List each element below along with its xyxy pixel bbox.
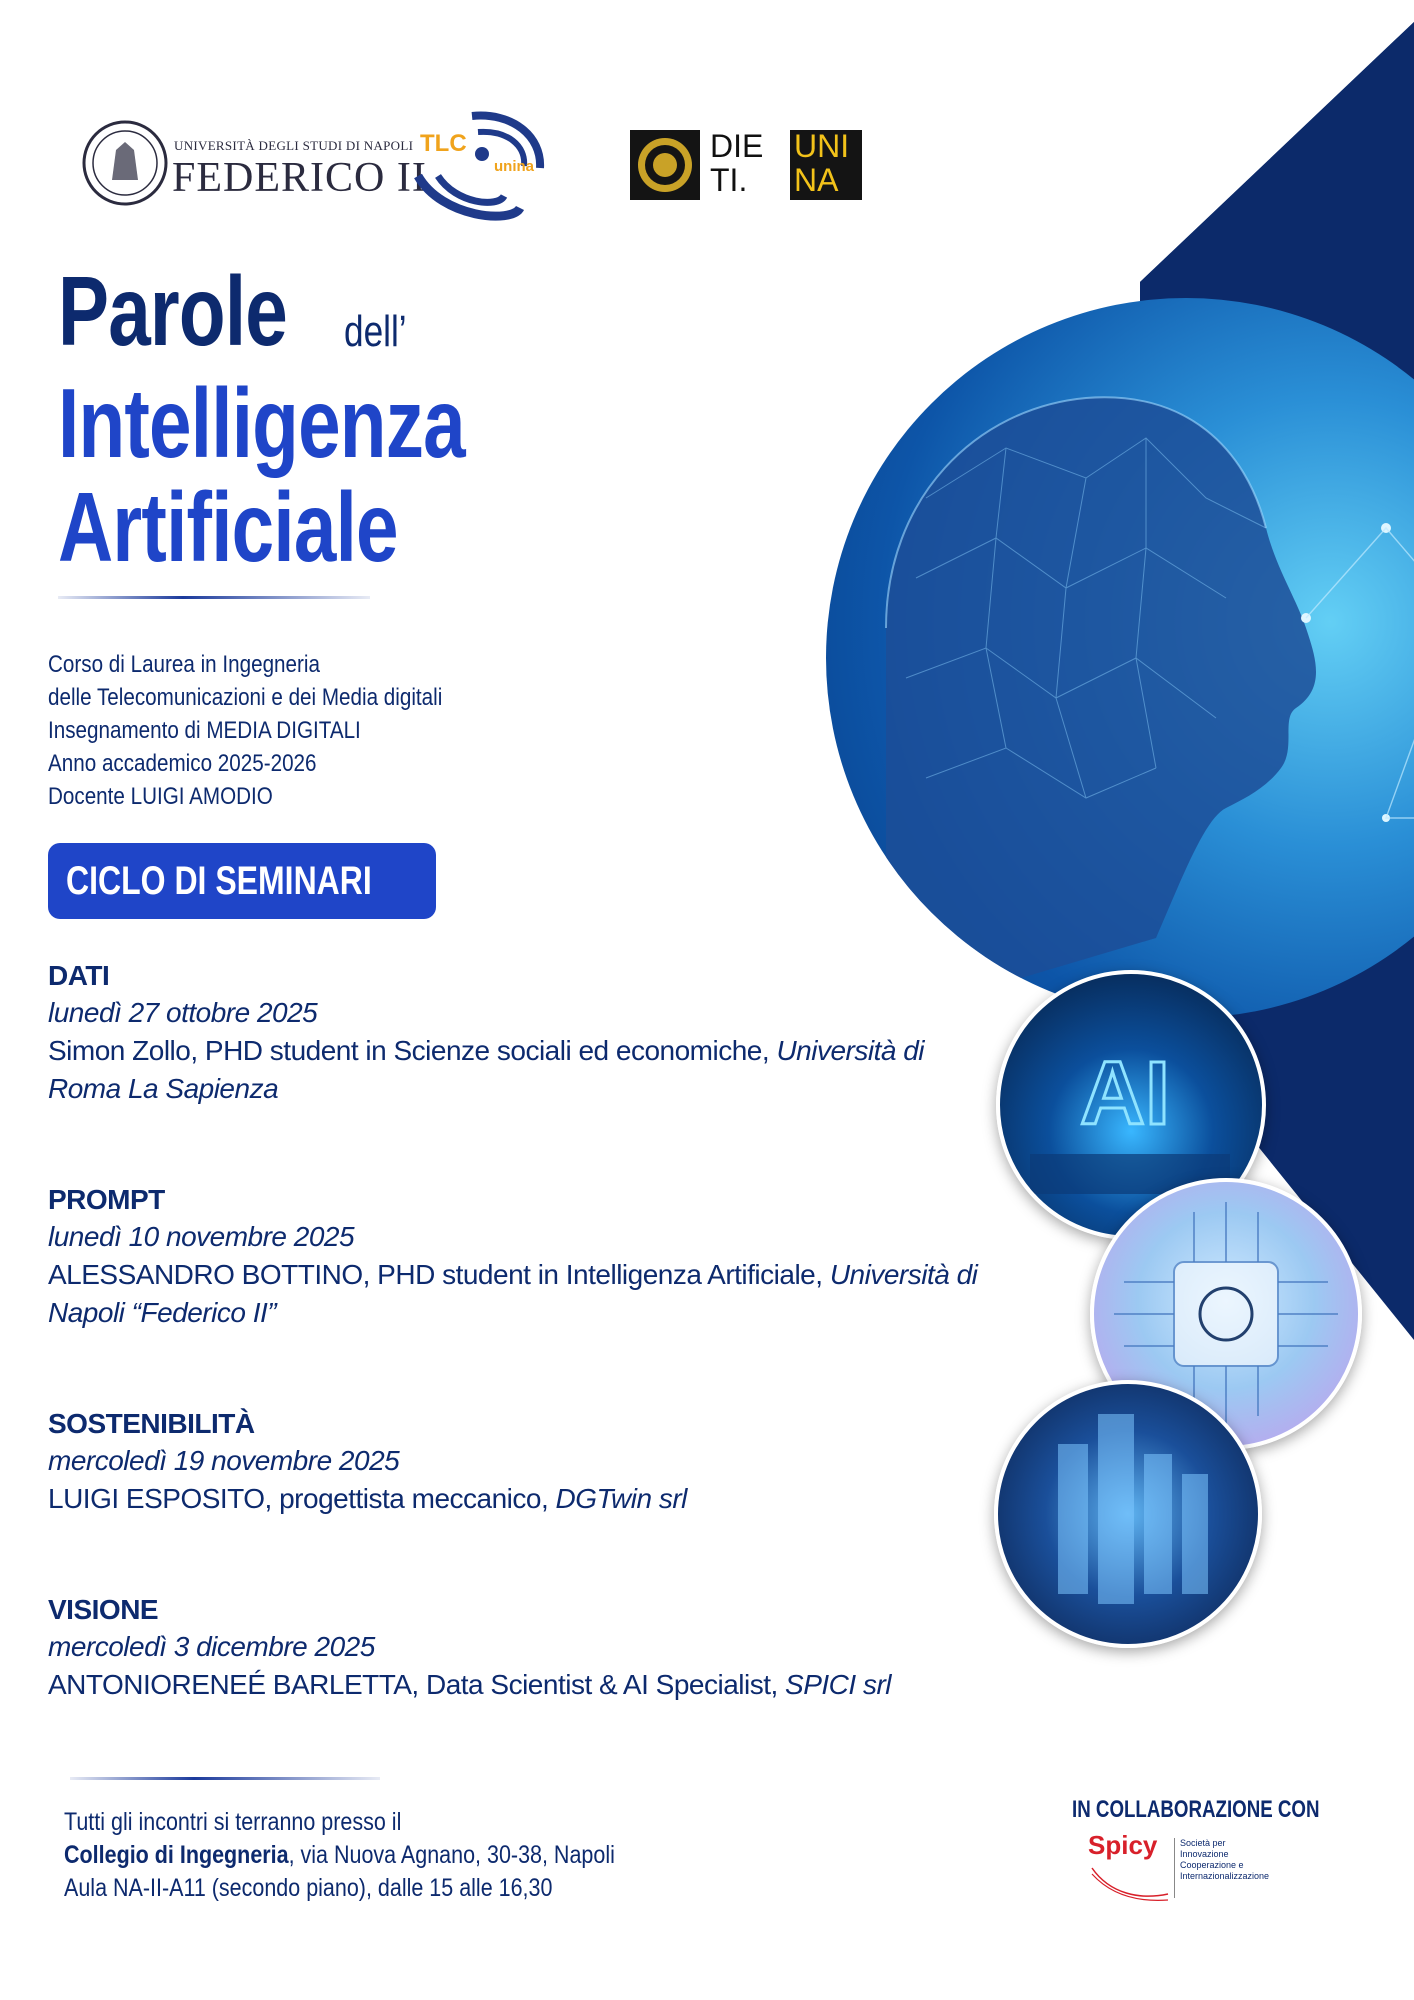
spicy-brand: Spicy [1088,1830,1158,1860]
svg-text:AI: AI [1080,1044,1170,1144]
tlc-unina-text: unina [494,158,534,175]
footer-divider [70,1777,380,1780]
course-line: Anno accademico 2025-2026 [48,750,317,777]
title-divider [58,596,370,599]
data-city-image [994,1380,1262,1648]
seminar-date: mercoledì 19 novembre 2025 [48,1445,400,1476]
tlc-unina-logo [412,106,562,224]
course-line: delle Telecomunicazioni e dei Media digitali [48,684,443,711]
dieti-text-2: TI. [710,162,748,198]
speaker-name: LUIGI ESPOSITO, progettista meccanico, [48,1483,549,1514]
course-line: Insegnamento di MEDIA DIGITALI [48,717,361,744]
unina-mark [790,130,862,200]
seminar-date: lunedì 27 ottobre 2025 [48,997,318,1028]
course-line: Docente LUIGI AMODIO [48,783,273,810]
seminar-item [48,1406,988,1518]
spicy-sub-line: Cooperazione e [1180,1860,1244,1870]
seminar-title: PROMPT [48,1184,165,1215]
venue-line-1: Tutti gli incontri si terranno presso il [64,1808,402,1836]
dieti-text-1: DIE [710,128,764,164]
venue-info [64,1806,705,1905]
ciclo-label: CICLO DI SEMINARI [66,859,372,903]
unina-text-1: UNI [794,128,850,164]
speaker-name: Simon Zollo, PHD student in Scienze sociali ed economiche, [48,1035,770,1066]
seminar-date: lunedì 10 novembre 2025 [48,1221,355,1252]
federico-seal-icon [82,120,168,206]
seminar-speaker [48,1256,988,1332]
venue-line-2 [64,1839,615,1872]
unina-text-2: NA [794,162,839,198]
spicy-sub-line: Innovazione [1180,1849,1229,1859]
dieti-seal-icon [630,130,700,200]
speaker-name: ALESSANDRO BOTTINO, PHD student in Intelligenza Artificiale, [48,1259,823,1290]
collaboration-label: IN COLLABORAZIONE CON [1072,1796,1320,1823]
federico-big-text: FEDERICO II [172,155,427,201]
speaker-name: ANTONIORENEÉ BARLETTA, Data Scientist & AI Specialist, [48,1669,778,1700]
venue-name: Collegio di Ingegneria [64,1841,289,1869]
tlc-text: TLC [420,130,467,157]
seminar-item [48,958,988,1108]
speaker-affiliation: SPICI srl [785,1669,892,1700]
seminar-title: DATI [48,960,110,991]
seminar-item [48,1182,988,1332]
venue-line-3: Aula NA-II-A11 (secondo piano), dalle 15 alle 16,30 [64,1874,553,1902]
seminar-speaker [48,1666,988,1704]
federico-ii-logo [82,120,427,210]
spicy-sub-line: Internazionalizzazione [1180,1871,1270,1881]
title-word-parole: Parole [58,256,288,366]
spicy-divider [1174,1838,1175,1898]
seminar-title: VISIONE [48,1594,159,1625]
seminar-speaker [48,1032,988,1108]
course-line: Corso di Laurea in Ingegneria [48,651,320,678]
course-info [48,648,507,813]
speaker-affiliation: Università di Napoli “Federico II” [48,1259,978,1328]
spicy-lines-icon [1090,1864,1170,1904]
seminar-date: mercoledì 3 dicembre 2025 [48,1631,375,1662]
dieti-unina-logo [630,130,862,200]
speaker-affiliation: Università di Roma La Sapienza [48,1035,924,1104]
tlc-waves-icon [412,106,562,224]
title-artificiale: Artificiale [58,472,398,582]
seminar-item [48,1592,988,1704]
title-intelligenza: Intelligenza [58,368,465,478]
federico-small-text: UNIVERSITÀ DEGLI STUDI DI NAPOLI [174,138,414,153]
spicy-sub-line: Società per [1180,1838,1226,1848]
ciclo-badge [48,843,436,919]
venue-address: , via Nuova Agnano, 30-38, Napoli [288,1841,615,1869]
title-word-dell: dell’ [344,307,407,356]
spicy-logo [1088,1830,1288,1910]
seminar-title: SOSTENIBILITÀ [48,1408,255,1439]
speaker-affiliation: DGTwin srl [555,1483,687,1514]
seminar-speaker [48,1480,988,1518]
dieti-mark [708,130,778,200]
spicy-subtitle [1180,1838,1269,1882]
